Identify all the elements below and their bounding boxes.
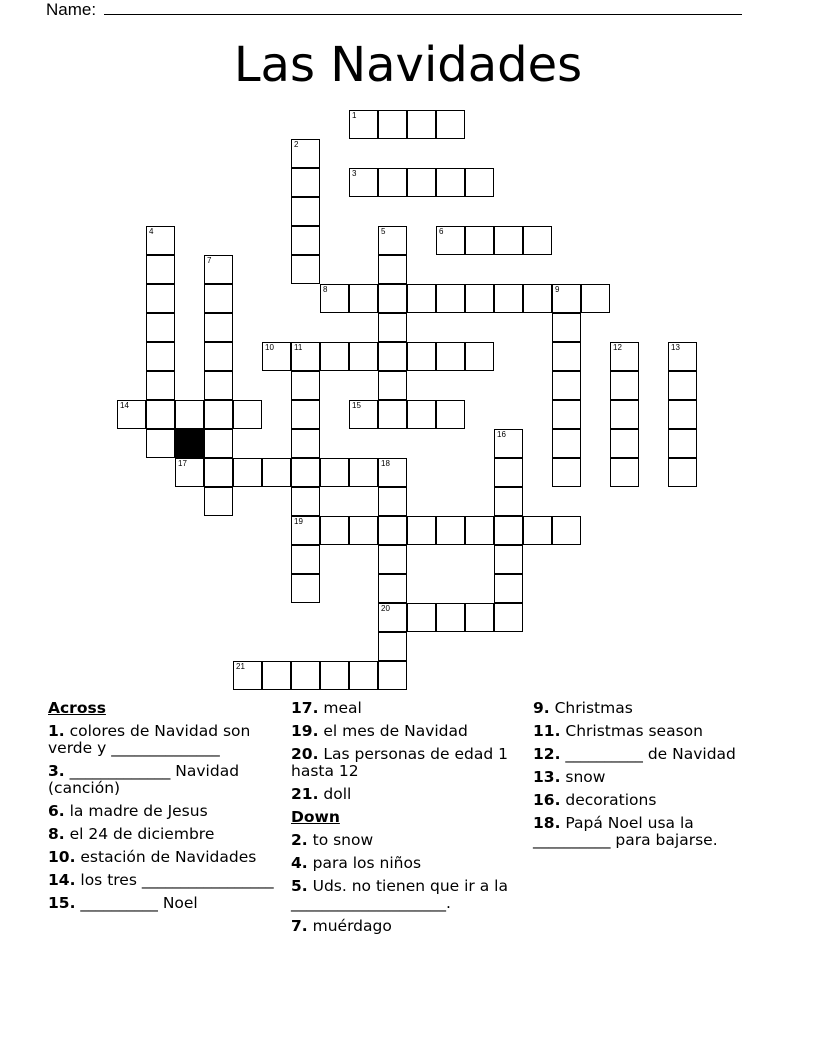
grid-cell[interactable] [146, 255, 175, 284]
cell-number: 15 [352, 401, 361, 410]
clue-text: para los niños [307, 854, 422, 872]
grid-cell[interactable] [668, 458, 697, 487]
grid-cell[interactable] [291, 226, 320, 255]
grid-cell[interactable] [204, 487, 233, 516]
grid-cell[interactable] [436, 400, 465, 429]
grid-cell[interactable] [204, 313, 233, 342]
clue-number: 12. [533, 745, 561, 763]
grid-cell[interactable] [262, 661, 291, 690]
clue-text: __________ Noel [75, 894, 198, 912]
cell-number: 17 [178, 459, 187, 468]
grid-cell[interactable] [552, 429, 581, 458]
grid-cell[interactable] [349, 458, 378, 487]
clue-number: 8. [48, 825, 65, 843]
clue-number: 6. [48, 802, 65, 820]
clue-text: Las personas de edad 1 hasta 12 [291, 745, 508, 780]
grid-cell[interactable] [378, 313, 407, 342]
grid-cell[interactable] [175, 458, 204, 487]
grid-cell[interactable] [204, 255, 233, 284]
cell-number: 19 [294, 517, 303, 526]
grid-cell[interactable] [291, 197, 320, 226]
clue-number: 13. [533, 768, 561, 786]
grid-cell[interactable] [494, 487, 523, 516]
grid-cell[interactable] [436, 516, 465, 545]
grid-cell[interactable] [465, 168, 494, 197]
clue-item [291, 786, 521, 803]
grid-cell[interactable] [378, 168, 407, 197]
grid-cell[interactable] [610, 458, 639, 487]
grid-cell[interactable] [436, 284, 465, 313]
clue-text: el 24 de diciembre [64, 825, 215, 843]
grid-cell[interactable] [378, 545, 407, 574]
clues-column-1 [48, 700, 274, 918]
grid-cell[interactable] [291, 661, 320, 690]
grid-cell[interactable] [262, 342, 291, 371]
grid-cell[interactable] [465, 516, 494, 545]
grid-cell[interactable] [320, 284, 349, 313]
grid-cell[interactable] [610, 400, 639, 429]
grid-cell[interactable] [378, 487, 407, 516]
grid-cell[interactable] [494, 574, 523, 603]
grid-cell[interactable] [146, 371, 175, 400]
clue-text: la madre de Jesus [64, 802, 208, 820]
cell-number: 21 [236, 662, 245, 671]
clue-number: 18. [533, 814, 561, 832]
cell-number: 5 [381, 227, 386, 236]
clue-number: 7. [291, 917, 308, 935]
clue-number: 21. [291, 785, 319, 803]
grid-cell[interactable] [523, 516, 552, 545]
grid-cell[interactable] [291, 371, 320, 400]
grid-cell[interactable] [291, 516, 320, 545]
grid-cell[interactable] [378, 400, 407, 429]
grid-cell[interactable] [407, 603, 436, 632]
cell-number: 14 [120, 401, 129, 410]
grid-cell[interactable] [146, 400, 175, 429]
grid-cell[interactable] [378, 226, 407, 255]
clue-number: 17. [291, 699, 319, 717]
grid-cell[interactable] [436, 603, 465, 632]
clue-item [48, 826, 274, 843]
grid-cell[interactable] [494, 458, 523, 487]
grid-cell[interactable] [378, 574, 407, 603]
grid-cell[interactable] [378, 371, 407, 400]
cell-number: 1 [352, 111, 357, 120]
clue-text: los tres _________________ [75, 871, 274, 889]
cell-number: 13 [671, 343, 680, 352]
grid-cell[interactable] [320, 458, 349, 487]
grid-cell[interactable] [407, 168, 436, 197]
grid-cell[interactable] [204, 458, 233, 487]
grid-cell[interactable] [233, 661, 262, 690]
grid-cell[interactable] [465, 603, 494, 632]
grid-cell[interactable] [378, 516, 407, 545]
grid-cell[interactable] [291, 400, 320, 429]
grid-cell[interactable] [378, 603, 407, 632]
cell-number: 9 [555, 285, 560, 294]
grid-cell[interactable] [349, 661, 378, 690]
grid-cell[interactable] [407, 284, 436, 313]
grid-cell[interactable] [117, 400, 146, 429]
grid-cell[interactable] [291, 342, 320, 371]
grid-cell[interactable] [349, 168, 378, 197]
clue-item [533, 746, 773, 763]
grid-cell[interactable] [494, 516, 523, 545]
grid-cell[interactable] [320, 661, 349, 690]
cell-number: 11 [294, 343, 303, 352]
cell-number: 12 [613, 343, 622, 352]
grid-cell[interactable] [668, 429, 697, 458]
grid-cell[interactable] [146, 226, 175, 255]
grid-cell[interactable] [581, 284, 610, 313]
clue-number: 2. [291, 831, 308, 849]
clue-text: meal [318, 699, 362, 717]
grid-cell[interactable] [552, 313, 581, 342]
clue-text: colores de Navidad son verde y ______________ [48, 722, 251, 757]
clues-column-3 [533, 700, 773, 855]
grid-cell[interactable] [291, 574, 320, 603]
clue-number: 10. [48, 848, 76, 866]
cell-number: 6 [439, 227, 444, 236]
grid-cell[interactable] [465, 284, 494, 313]
clue-item [48, 723, 274, 757]
grid-cell[interactable] [204, 342, 233, 371]
clue-item [291, 918, 521, 935]
grid-cell[interactable] [378, 284, 407, 313]
cell-number: 3 [352, 169, 357, 178]
clue-item [48, 763, 274, 797]
cell-number: 20 [381, 604, 390, 613]
clue-item [291, 832, 521, 849]
clue-item [533, 769, 773, 786]
cell-number: 2 [294, 140, 299, 149]
grid-cell[interactable] [378, 632, 407, 661]
clue-item [533, 700, 773, 717]
clue-number: 16. [533, 791, 561, 809]
clue-text: Papá Noel usa la __________ para bajarse. [533, 814, 718, 849]
clue-text: el mes de Navidad [318, 722, 468, 740]
grid-cell[interactable] [291, 458, 320, 487]
grid-cell[interactable] [291, 487, 320, 516]
clue-text: decorations [560, 791, 657, 809]
grid-cell[interactable] [233, 400, 262, 429]
grid-cell[interactable] [494, 284, 523, 313]
grid-cell[interactable] [349, 400, 378, 429]
grid-cell[interactable] [233, 458, 262, 487]
clue-item [533, 792, 773, 809]
clue-number: 20. [291, 745, 319, 763]
cell-number: 16 [497, 430, 506, 439]
grid-cell[interactable] [204, 400, 233, 429]
clue-number: 1. [48, 722, 65, 740]
clue-text: Christmas [549, 699, 633, 717]
grid-cell[interactable] [610, 429, 639, 458]
clue-item [291, 746, 521, 780]
grid-cell[interactable] [523, 226, 552, 255]
grid-cell[interactable] [291, 139, 320, 168]
grid-cell[interactable] [349, 342, 378, 371]
clue-text: doll [318, 785, 352, 803]
clue-item [291, 700, 521, 717]
grid-cell[interactable] [494, 545, 523, 574]
grid-cell[interactable] [378, 342, 407, 371]
grid-cell[interactable] [668, 371, 697, 400]
clue-text: muérdago [307, 917, 392, 935]
grid-cell[interactable] [552, 400, 581, 429]
grid-cell[interactable] [523, 284, 552, 313]
grid-cell[interactable] [291, 255, 320, 284]
clue-text: estación de Navidades [75, 848, 257, 866]
grid-cell[interactable] [291, 429, 320, 458]
down-heading: Down [291, 808, 340, 826]
grid-cell[interactable] [552, 284, 581, 313]
grid-cell[interactable] [436, 168, 465, 197]
across-heading: Across [48, 699, 106, 717]
grid-cell[interactable] [378, 110, 407, 139]
grid-cell[interactable] [407, 400, 436, 429]
cell-number: 10 [265, 343, 274, 352]
grid-cell[interactable] [175, 400, 204, 429]
clue-item [48, 895, 274, 912]
grid-cell[interactable] [436, 226, 465, 255]
grid-cell[interactable] [349, 516, 378, 545]
grid-cell[interactable] [146, 284, 175, 313]
clue-item [533, 815, 773, 849]
cell-number: 7 [207, 256, 212, 265]
grid-cell[interactable] [668, 400, 697, 429]
grid-cell[interactable] [552, 458, 581, 487]
grid-cell[interactable] [668, 342, 697, 371]
grid-cell[interactable] [204, 371, 233, 400]
clue-number: 5. [291, 877, 308, 895]
clue-item [533, 723, 773, 740]
grid-cell[interactable] [494, 603, 523, 632]
grid-cell[interactable] [146, 342, 175, 371]
clue-item [48, 872, 274, 889]
cell-number: 18 [381, 459, 390, 468]
clue-number: 3. [48, 762, 65, 780]
cell-number: 8 [323, 285, 328, 294]
grid-cell[interactable] [407, 342, 436, 371]
clue-number: 14. [48, 871, 76, 889]
grid-cell[interactable] [552, 342, 581, 371]
page-title: Las Navidades [233, 37, 583, 93]
grid-cell[interactable] [552, 516, 581, 545]
grid-cell[interactable] [349, 284, 378, 313]
grid-cell[interactable] [349, 110, 378, 139]
name-label: Name: [46, 0, 97, 19]
clue-text: Christmas season [560, 722, 703, 740]
grid-cell[interactable] [291, 545, 320, 574]
grid-cell[interactable] [146, 429, 175, 458]
grid-cell[interactable] [610, 371, 639, 400]
clue-item [48, 803, 274, 820]
clue-number: 19. [291, 722, 319, 740]
grid-cell[interactable] [436, 342, 465, 371]
clue-number: 4. [291, 854, 308, 872]
grid-cell[interactable] [494, 429, 523, 458]
grid-cell[interactable] [204, 284, 233, 313]
grid-cell[interactable] [291, 168, 320, 197]
clues-column-2 [291, 700, 521, 941]
grid-cell[interactable] [610, 342, 639, 371]
clue-item [291, 878, 521, 912]
grid-cell[interactable] [407, 516, 436, 545]
grid-cell[interactable] [262, 458, 291, 487]
grid-cell[interactable] [494, 226, 523, 255]
clue-item [291, 855, 521, 872]
clue-number: 9. [533, 699, 550, 717]
cell-number: 4 [149, 227, 154, 236]
clue-number: 15. [48, 894, 76, 912]
grid-cell[interactable] [146, 313, 175, 342]
clue-item [291, 723, 521, 740]
clue-text: Uds. no tienen que ir a la ____________________. [291, 877, 508, 912]
clue-text: to snow [307, 831, 374, 849]
clue-item [48, 849, 274, 866]
clue-text: snow [560, 768, 606, 786]
grid-cell[interactable] [465, 342, 494, 371]
grid-cell[interactable] [378, 661, 407, 690]
grid-cell[interactable] [320, 516, 349, 545]
grid-cell[interactable] [552, 371, 581, 400]
clue-text: __________ de Navidad [560, 745, 736, 763]
grid-cell[interactable] [436, 110, 465, 139]
grid-cell[interactable] [378, 255, 407, 284]
grid-cell[interactable] [465, 226, 494, 255]
grid-cell[interactable] [204, 429, 233, 458]
clue-text: _____________ Navidad (canción) [48, 762, 240, 797]
grid-cell[interactable] [320, 342, 349, 371]
black-cell [175, 429, 204, 458]
clue-number: 11. [533, 722, 561, 740]
grid-cell[interactable] [407, 110, 436, 139]
grid-cell[interactable] [378, 458, 407, 487]
